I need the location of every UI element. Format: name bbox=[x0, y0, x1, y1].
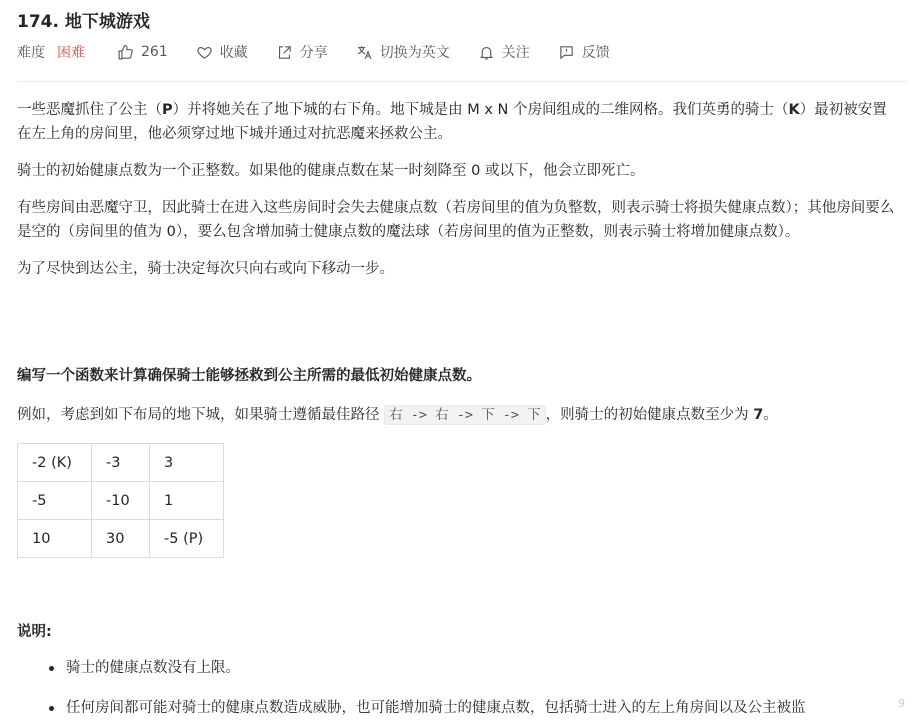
bell-icon bbox=[478, 44, 495, 61]
translate-icon bbox=[356, 44, 373, 61]
example-text: ，则骑士的初始健康点数至少为 bbox=[545, 407, 754, 423]
example-answer: 7 bbox=[753, 407, 764, 423]
example-paragraph bbox=[17, 403, 778, 427]
share-icon bbox=[276, 44, 293, 61]
favorite-button[interactable] bbox=[196, 42, 248, 62]
table-row bbox=[18, 444, 224, 482]
description-paragraph-4: 为了尽快到达公主，骑士决定每次只向右或向下移动一步。 bbox=[17, 261, 394, 277]
description-paragraph-1 bbox=[17, 98, 897, 146]
feedback-icon bbox=[558, 44, 575, 61]
problem-meta-bar bbox=[17, 41, 638, 63]
difficulty-badge: 困难 bbox=[57, 45, 85, 61]
switch-language-label: 切换为英文 bbox=[379, 45, 450, 61]
thumbs-up-icon bbox=[117, 44, 134, 61]
grid-cell: -2 (K) bbox=[18, 444, 92, 482]
share-button[interactable] bbox=[276, 42, 328, 62]
task-heading: 编写一个函数来计算确保骑士能够拯救到公主所需的最低初始健康点数。 bbox=[17, 368, 481, 384]
grid-cell: 30 bbox=[92, 520, 150, 558]
heart-icon bbox=[196, 44, 213, 61]
notes-list bbox=[17, 656, 907, 727]
grid-cell: 1 bbox=[150, 482, 224, 520]
like-button[interactable] bbox=[117, 44, 168, 61]
favorite-label: 收藏 bbox=[219, 45, 248, 61]
feedback-button[interactable] bbox=[558, 42, 610, 62]
grid-cell: -10 bbox=[92, 482, 150, 520]
feedback-label: 反馈 bbox=[581, 45, 610, 61]
knight-marker: K bbox=[788, 102, 800, 118]
difficulty-label: 难度 bbox=[17, 45, 45, 61]
list-item: 骑士的健康点数没有上限。 bbox=[17, 656, 907, 680]
notes-title: 说明: bbox=[17, 624, 52, 640]
dungeon-grid-table bbox=[17, 443, 224, 558]
description-paragraph-2: 骑士的初始健康点数为一个正整数。如果他的健康点数在某一时刻降至 0 或以下，他会立即死亡。 bbox=[17, 163, 645, 179]
path-code: 右 -> 右 -> 下 -> 下 bbox=[384, 405, 546, 425]
table-row bbox=[18, 520, 224, 558]
share-label: 分享 bbox=[299, 45, 328, 61]
page-title: 174. 地下城游戏 bbox=[17, 12, 150, 32]
description-text: 一些恶魔抓住了公主（ bbox=[17, 102, 162, 118]
description-text: ）最初被安置在左上角的房间里，他必须穿过地下城并通过对抗恶魔来拯救公主。 bbox=[17, 102, 887, 142]
grid-cell: -5 bbox=[18, 482, 92, 520]
description-paragraph-3: 有些房间由恶魔守卫，因此骑士在进入这些房间时会失去健康点数（若房间里的值为负整数，则表示骑士将损失健康点数）；其他房间要么是空的（房间里的值为 0），要么包含增加骑士健康点数的魔法球（若房间里的值为正整数，则表示骑士将增加健康点数）。 bbox=[17, 200, 895, 240]
grid-cell: -3 bbox=[92, 444, 150, 482]
grid-cell: 3 bbox=[150, 444, 224, 482]
grid-cell: -5 (P) bbox=[150, 520, 224, 558]
follow-button[interactable] bbox=[478, 42, 530, 62]
description-text: ）并将她关在了地下城的右下角。地下城是由 M x N 个房间组成的二维网格。我们英勇的骑士（ bbox=[172, 102, 789, 118]
like-count: 261 bbox=[141, 44, 168, 60]
switch-language-button[interactable] bbox=[356, 42, 450, 62]
watermark: 9 bbox=[898, 697, 905, 710]
example-text: 。 bbox=[763, 407, 778, 423]
example-text: 例如，考虑到如下布局的地下城，如果骑士遵循最佳路径 bbox=[17, 407, 385, 423]
table-row bbox=[18, 482, 224, 520]
princess-marker: P bbox=[162, 102, 173, 118]
grid-cell: 10 bbox=[18, 520, 92, 558]
header-divider bbox=[17, 81, 908, 82]
problem-description bbox=[17, 98, 897, 294]
follow-label: 关注 bbox=[501, 45, 530, 61]
list-item: 任何房间都可能对骑士的健康点数造成威胁，也可能增加骑士的健康点数，包括骑士进入的左上角房间以及公主被监 bbox=[17, 696, 907, 720]
